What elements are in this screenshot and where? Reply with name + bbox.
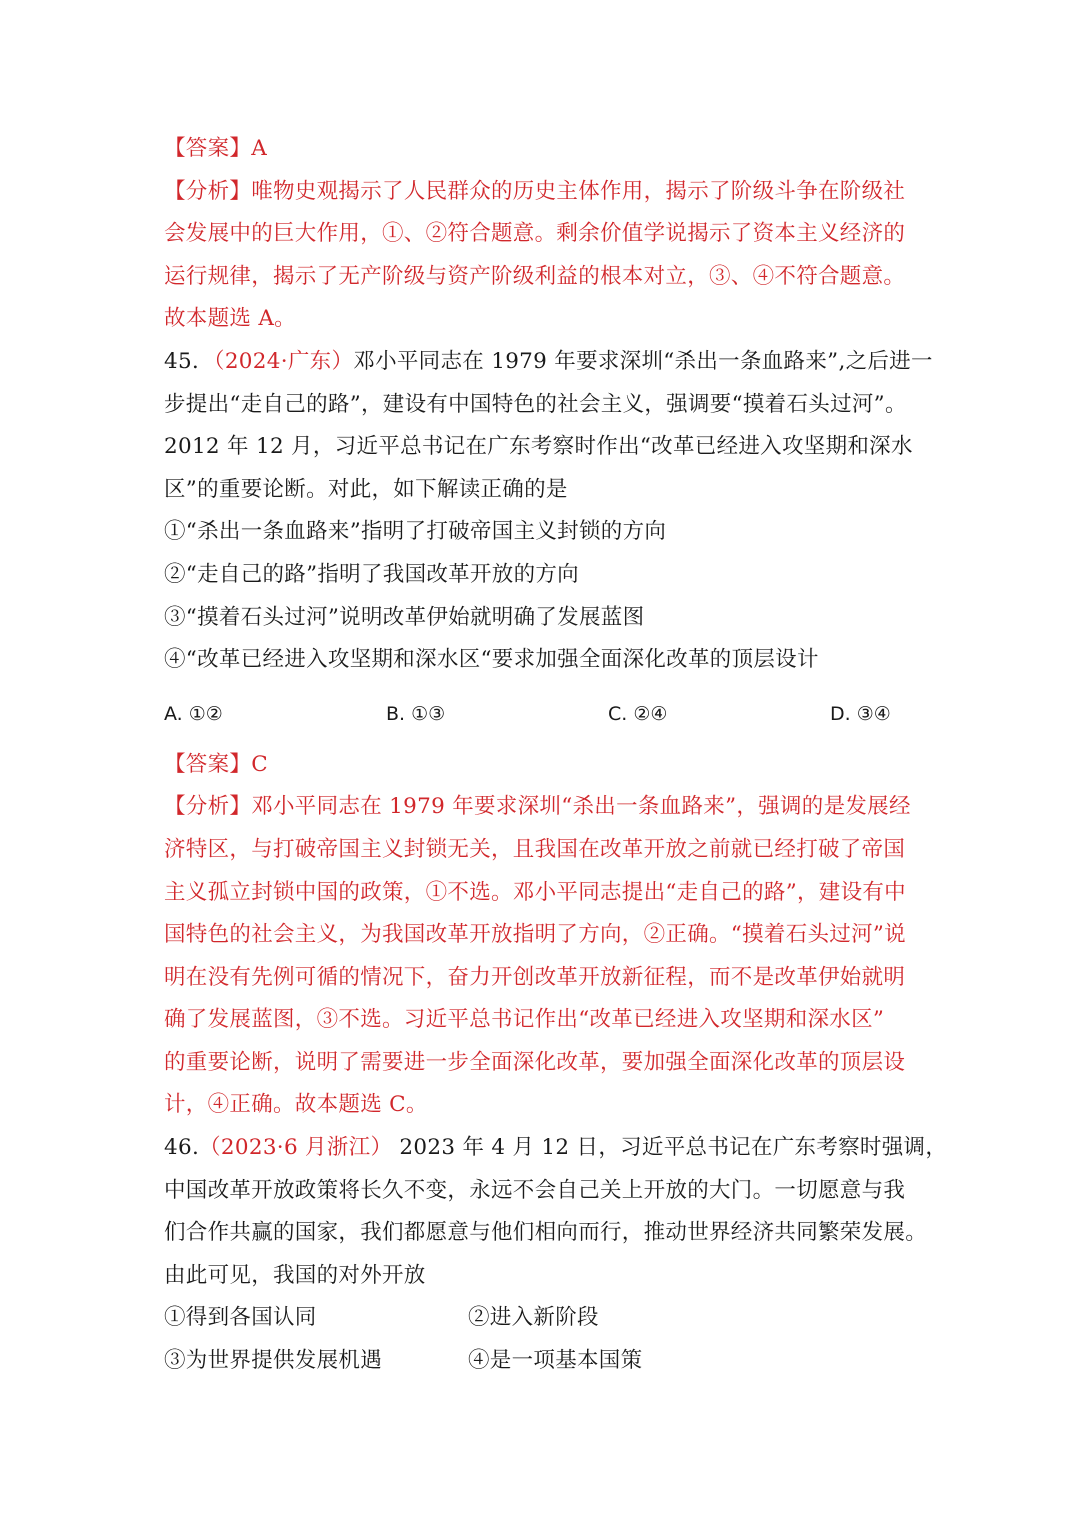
q45-option: ③“摸着石头过河”说明改革伊始就明确了发展蓝图 [164, 604, 645, 630]
q44-analysis-line: 运行规律，揭示了无产阶级与资产阶级利益的根本对立，③、④不符合题意。 [164, 263, 906, 289]
answer-value: A [251, 136, 268, 161]
choice-c: C. ②④ [608, 702, 668, 725]
q45-analysis-line: 济特区，与打破帝国主义封锁无关，且我国在改革开放之前就已经打破了帝国 [164, 836, 906, 862]
answer-value: C [251, 751, 268, 777]
q44-analysis-line: 故本题选 A。 [164, 306, 296, 332]
q45-stem-line: 45．（2024·广东）邓小平同志在 1979 年要求深圳“杀出一条血路来”,之后进一 [164, 348, 933, 374]
q45-stem-line: 2012 年 12 月，习近平总书记在广东考察时作出“改革已经进入攻坚期和深水 [164, 434, 913, 460]
document-page [164, 128, 948, 1383]
answer-label: 【答案】 [164, 136, 252, 161]
q46-option: ④是一项基本国策 [468, 1348, 643, 1374]
q46-stem-line: 46.（2023·6 月浙江） 2023 年 4 月 12 日，习近平总书记在广东考察时强调， [164, 1135, 948, 1161]
q46-options-row [164, 1297, 924, 1340]
question-source: （2023·6 月浙江） [199, 1135, 393, 1161]
q45-analysis-line: 的重要论断，说明了需要进一步全面深化改革，要加强全面深化改革的顶层设 [164, 1049, 906, 1075]
q46-option: ②进入新阶段 [468, 1305, 599, 1331]
q45-choices [164, 686, 924, 742]
q45-stem-line: 区”的重要论断。对此，如下解读正确的是 [164, 476, 568, 502]
q45-option: ①“杀出一条血路来”指明了打破帝国主义封锁的方向 [164, 519, 667, 545]
q44-analysis-line: 会发展中的巨大作用，①、②符合题意。剩余价值学说揭示了资本主义经济的 [164, 221, 906, 247]
q45-analysis-line: 主义孤立封锁中国的政策，①不选。邓小平同志提出“走自己的路”，建设有中 [164, 879, 906, 905]
choice-b: B. ①③ [386, 702, 446, 725]
question-number: 45． [164, 348, 214, 374]
q45-analysis-line: 计，④正确。故本题选 C。 [164, 1092, 428, 1118]
q46-stem-line: 中国改革开放政策将长久不变，永远不会自己关上开放的大门。一切愿意与我 [164, 1177, 906, 1203]
q46-stem-line: 由此可见，我国的对外开放 [164, 1262, 426, 1288]
q45-analysis-line: 【分析】邓小平同志在 1979 年要求深圳“杀出一条血路来”，强调的是发展经 [164, 794, 911, 820]
analysis-label: 【分析】 [164, 794, 252, 820]
q45-option: ④“改革已经进入攻坚期和深水区“要求加强全面深化改革的顶层设计 [164, 647, 819, 673]
analysis-label: 【分析】 [164, 178, 252, 204]
q46-option: ③为世界提供发展机遇 [164, 1348, 383, 1374]
q46-stem-line: 们合作共赢的国家，我们都愿意与他们相向而行，推动世界经济共同繁荣发展。 [164, 1220, 928, 1246]
choice-d: D. ③④ [830, 702, 891, 725]
q45-option: ②“走自己的路”指明了我国改革开放的方向 [164, 561, 579, 587]
q46-option: ①得到各国认同 [164, 1305, 317, 1331]
question-number: 46. [164, 1135, 200, 1161]
q44-answer [164, 128, 924, 171]
answer-label: 【答案】 [164, 751, 252, 777]
q45-stem-line: 步提出“走自己的路”，建设有中国特色的社会主义，强调要“摸着石头过河”。 [164, 391, 907, 417]
q45-analysis-line: 确了发展蓝图，③不选。习近平总书记作出“改革已经进入攻坚期和深水区” [164, 1007, 885, 1033]
q45-analysis-line: 明在没有先例可循的情况下，奋力开创改革开放新征程，而不是改革伊始就明 [164, 964, 906, 990]
q46-options-row [164, 1340, 924, 1383]
choice-a: A. ①② [164, 702, 223, 725]
q45-answer [164, 744, 924, 787]
question-source: （2024·广东） [213, 348, 354, 374]
q44-analysis-line: 【分析】唯物史观揭示了人民群众的历史主体作用，揭示了阶级斗争在阶级社 [164, 178, 906, 204]
q45-analysis-line: 国特色的社会主义，为我国改革开放指明了方向，②正确。“摸着石头过河”说 [164, 922, 906, 948]
